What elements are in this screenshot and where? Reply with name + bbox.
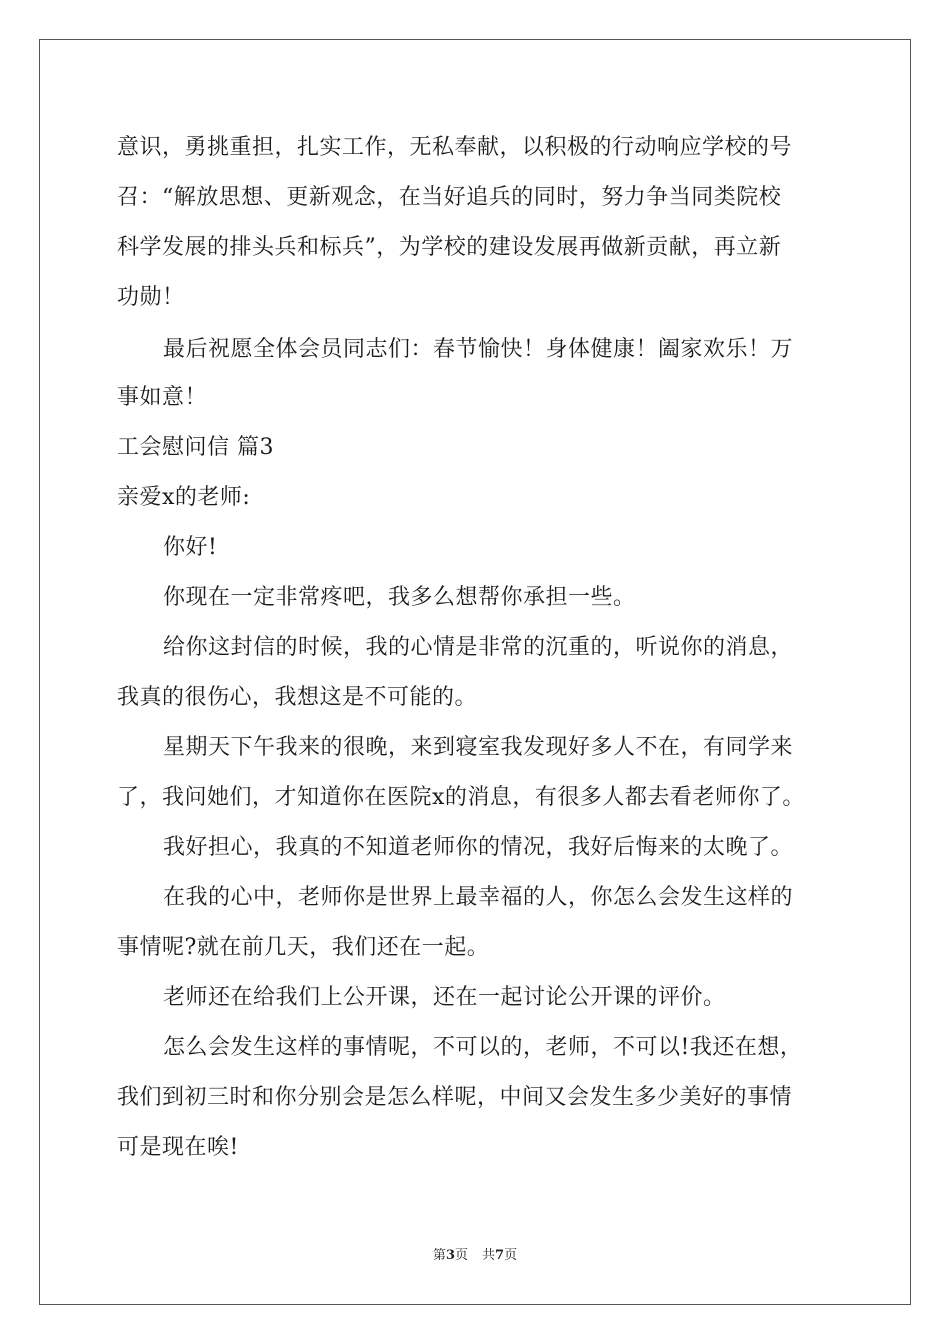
body-line: 我真的很伤心，我想这是不可能的。 [117,685,478,710]
body-line: 可是现在唉! [117,1135,239,1160]
body-line: 你现在一定非常疼吧，我多么想帮你承担一些。 [163,585,636,610]
page-suffix: 页 [454,1248,468,1263]
body-line: 我们到初三时和你分别会是怎么样呢，中间又会发生多少美好的事情 [117,1085,793,1110]
body-line: 事如意！ [117,385,208,410]
body-line: 意识，勇挑重担，扎实工作，无私奉献，以积极的行动响应学校的号 [117,135,793,160]
body-line: 召：“解放思想、更新观念，在当好追兵的同时，努力争当同类院校 [117,185,782,210]
body-line: 功勋！ [117,285,185,310]
section-heading: 工会慰问信 篇3 [117,435,274,460]
page-footer [0,1247,950,1265]
body-line: 在我的心中，老师你是世界上最幸福的人，你怎么会发生这样的 [163,885,794,910]
page-total: 7 [495,1248,505,1263]
body-line: 星期天下午我来的很晚，来到寝室我发现好多人不在，有同学来 [163,735,794,760]
page-border [39,39,911,1305]
body-line: 给你这封信的时候，我的心情是非常的沉重的，听说你的消息， [163,635,794,660]
total-suffix: 页 [504,1248,518,1263]
body-line: 我好担心，我真的不知道老师你的情况，我好后悔来的太晚了。 [163,835,794,860]
greeting: 你好! [163,535,218,560]
body-line: 老师还在给我们上公开课，还在一起讨论公开课的评价。 [163,985,726,1010]
body-line: 怎么会发生这样的事情呢，不可以的，老师，不可以!我还在想， [163,1035,803,1060]
body-line: 事情呢?就在前几天，我们还在一起。 [117,935,490,960]
body-line: 科学发展的排头兵和标兵”，为学校的建设发展再做新贡献，再立新 [117,235,782,260]
salutation: 亲爱x的老师: [117,485,251,510]
body-line: 最后祝愿全体会员同志们：春节愉快！身体健康！阖家欢乐！万 [163,337,794,362]
page-current: 3 [445,1248,455,1263]
page-prefix: 第 [432,1248,446,1263]
body-line: 了，我问她们，才知道你在医院x的消息，有很多人都去看老师你了。 [117,785,805,810]
total-prefix: 共 [482,1248,496,1263]
